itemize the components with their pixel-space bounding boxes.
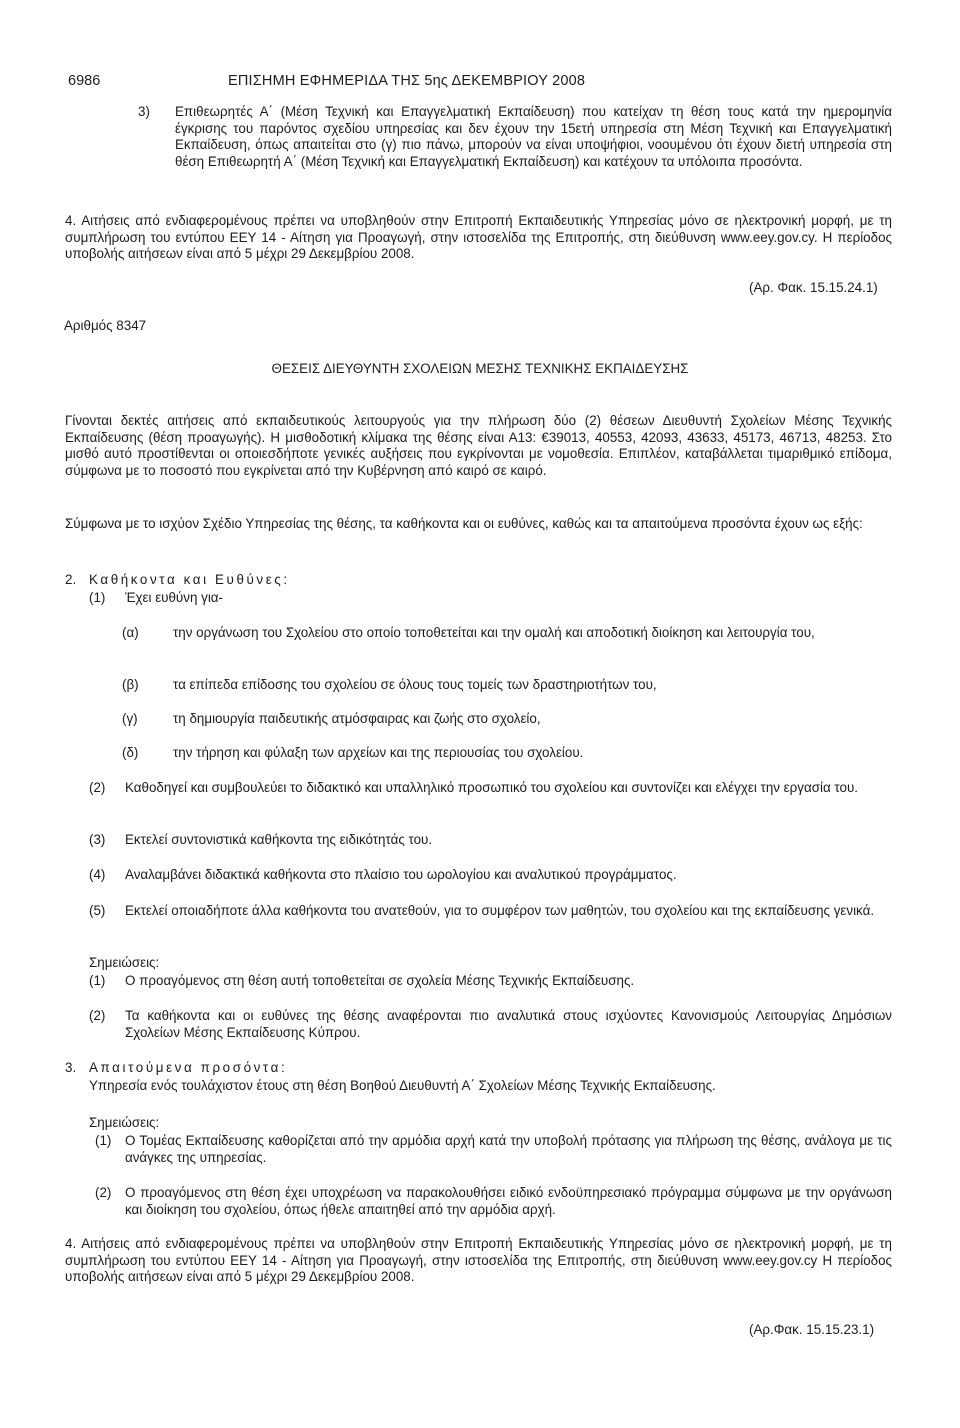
sub-duty-text: την οργάνωση του Σχολείου στο οποίο τοποθετείται και την ομαλή και αποδοτική διοίκηση και λειτουργία του, xyxy=(173,625,815,640)
sub-duty-mark: (δ) xyxy=(122,745,139,760)
quals-notes-label: Σημειώσεις: xyxy=(89,1115,160,1130)
notice-title: ΘΕΣΕΙΣ ΔΙΕΥΘΥΝΤΗ ΣΧΟΛΕΙΩΝ ΜΕΣΗΣ ΤΕΧΝΙΚΗΣ ΕΚΠΑΙΔΕΥΣΗΣ xyxy=(271,361,689,376)
duty-1-text: Έχει ευθύνη για- xyxy=(125,590,223,605)
quals-note-text: Ο προαγόμενος στη θέση έχει υποχρέωση να παρακολουθήσει ειδικό ενδοϋπηρεσιακό πρόγραμμα σύμφωνα με την οργάνωση και διοίκηση του σχολείου, όπως ήθελε απαιτηθεί από την αρμόδια αρχή. xyxy=(125,1185,892,1217)
item-3-text: Επιθεωρητές Α΄ (Μέση Τεχνική και Επαγγελματική Εκπαίδευση) που κατείχαν τη θέση τους κατά την ημερομηνία έγκρισης του παρόντος σχεδίου υπηρεσίας και δεν έχουν την 15ετή υπηρεσία στη Μέση Τεχνική και Επαγγελματική Εκπαίδευση, όπως απαιτείται στο (γ) πιο πάνω, μπορούν να είναι υποψήφιοι, νοουμένου ότι έχουν διετή υπηρεσία στη θέση Επιθεωρητή Α΄ (Μέση Τεχνική και Επαγγελματική Εκπαίδευση) και κατέχουν τα υπόλοιπα προσόντα. xyxy=(175,104,892,169)
quals-note-text: Ο Τομέας Εκπαίδευσης καθορίζεται από την αρμόδια αρχή κατά την υποβολή πρότασης για πλήρωση της θέσης, ανάλογα με τις ανάγκες της υπηρεσίας. xyxy=(125,1133,892,1165)
sub-duty-text: τη δημιουργία παιδευτικής ατμόσφαιρας και ζωής στο σχολείο, xyxy=(173,711,541,726)
item-3-number: 3) xyxy=(138,104,150,119)
duties-note-text: Ο προαγόμενος στη θέση αυτή τοποθετείται σε σχολεία Μέσης Τεχνικής Εκπαίδευσης. xyxy=(125,973,635,988)
sub-duty-text: την τήρηση και φύλαξη των αρχείων και της περιουσίας του σχολείου. xyxy=(173,745,584,760)
quals-text: Υπηρεσία ενός τουλάχιστον έτους στη θέση Βοηθού Διευθυντή Α΄ Σχολείων Μέσης Τεχνικής Εκπαίδευσης. xyxy=(89,1078,716,1093)
duty-text: Εκτελεί οποιαδήποτε άλλα καθήκοντα του ανατεθούν, για το συμφέρον των μαθητών, του σχολείου και της εκπαίδευσης γενικά. xyxy=(125,903,875,918)
sub-duty-text: τα επίπεδα επίδοσης του σχολείου σε όλους τους τομείς των δραστηριοτήτων του, xyxy=(173,677,657,692)
duty-text: Αναλαμβάνει διδακτικά καθήκοντα στο πλαίσιο του ωρολογίου και αναλυτικού προγράμματος. xyxy=(125,867,677,882)
intro-paragraph: Γίνονται δεκτές αιτήσεις από εκπαιδευτικούς λειτουργούς για την πλήρωση δύο (2) θέσεων Διευθυντή Σχολείων Μέσης Τεχνικής Εκπαίδευσης (θέση προαγωγής). Η μισθοδοτική κλίμακα της θέσης είναι Α13: €39013, 40553, 42093, 43633, 45173, 46713, 48253. Στο μισθό αυτό προστίθενται οι οποιεσδήποτε γενικές αυξήσεις που εγκρίνονται με νομοθεσία. Επιπλέον, καταβάλλεται τιμαριθμικό επίδομα, σύμφωνα με το ποσοστό που εγκρίνεται από την Κυβέρνηση από καιρό σε καιρό. xyxy=(65,413,892,478)
duties-notes-label: Σημειώσεις: xyxy=(89,955,160,970)
duty-number: (2) xyxy=(89,780,106,795)
prev-file-reference: (Αρ. Φακ. 15.15.24.1) xyxy=(749,280,878,295)
sub-duty-mark: (α) xyxy=(122,625,139,640)
duties-heading-number: 2. xyxy=(65,572,77,587)
duty-1-number: (1) xyxy=(89,590,106,605)
prev-applications-paragraph: 4. Αιτήσεις από ενδιαφερομένους πρέπει να υποβληθούν στην Επιτροπή Εκπαιδευτικής Υπηρεσίας μόνο σε ηλεκτρονική μορφή, με τη συμπλήρωση του εντύπου ΕΕΥ 14 - Αίτηση για Προαγωγή, στην ιστοσελίδα της Επιτροπής, στη διεύθυνση www.eey.gov.cy. Η περίοδος υποβολής αιτήσεων είναι από 5 μέχρι 29 Δεκεμβρίου 2008. xyxy=(65,213,892,261)
duties-heading: Καθήκοντα και Ευθύνες: xyxy=(89,572,290,587)
sub-duty-mark: (β) xyxy=(122,677,139,692)
quals-note-number: (2) xyxy=(95,1185,112,1200)
duties-note-number: (2) xyxy=(89,1008,106,1023)
page-number: 6986 xyxy=(68,73,101,89)
notice-number: Αριθμός 8347 xyxy=(64,318,147,333)
duty-number: (3) xyxy=(89,832,106,847)
quals-heading-number: 3. xyxy=(65,1060,77,1075)
duty-text: Εκτελεί συντονιστικά καθήκοντα της ειδικότητάς του. xyxy=(125,832,433,847)
quals-heading: Απαιτούμενα προσόντα: xyxy=(89,1060,288,1075)
quals-note-number: (1) xyxy=(95,1133,112,1148)
applications-paragraph: 4. Αιτήσεις από ενδιαφερομένους πρέπει να υποβληθούν στην Επιτροπή Εκπαιδευτικής Υπηρεσίας μόνο σε ηλεκτρονική μορφή, με τη συμπλήρωση του εντύπου ΕΕΥ 14 - Αίτηση για Προαγωγή, στην ιστοσελίδα της Επιτροπής, στη διεύθυνση www.eey.gov.cy Η περίοδος υποβολής αιτήσεων είναι από 5 μέχρι 29 Δεκεμβρίου 2008. xyxy=(65,1236,892,1284)
duties-note-number: (1) xyxy=(89,973,106,988)
duty-text: Καθοδηγεί και συμβουλεύει το διδακτικό και υπαλληλικό προσωπικό του σχολείου και συντονίζει και ελέγχει την εργασία του. xyxy=(125,780,858,795)
duties-note-text: Τα καθήκοντα και οι ευθύνες της θέσης αναφέρονται πιο αναλυτικά στους ισχύοντες Κανονισμούς Λειτουργίας Δημόσιων Σχολείων Μέσης Εκπαίδευσης Κύπρου. xyxy=(125,1008,892,1040)
duty-number: (5) xyxy=(89,903,106,918)
duty-number: (4) xyxy=(89,867,106,882)
gazette-header-title: ΕΠΙΣΗΜΗ ΕΦΗΜΕΡΙΔΑ ΤΗΣ 5ης ΔΕΚΕΜΒΡΙΟΥ 2008 xyxy=(228,73,586,89)
file-reference: (Αρ.Φακ. 15.15.23.1) xyxy=(749,1322,875,1337)
scheme-paragraph: Σύμφωνα με το ισχύον Σχέδιο Υπηρεσίας της θέσης, τα καθήκοντα και οι ευθύνες, καθώς και τα απαιτούμενα προσόντα έχουν ως εξής: xyxy=(65,516,863,531)
sub-duty-mark: (γ) xyxy=(122,711,138,726)
